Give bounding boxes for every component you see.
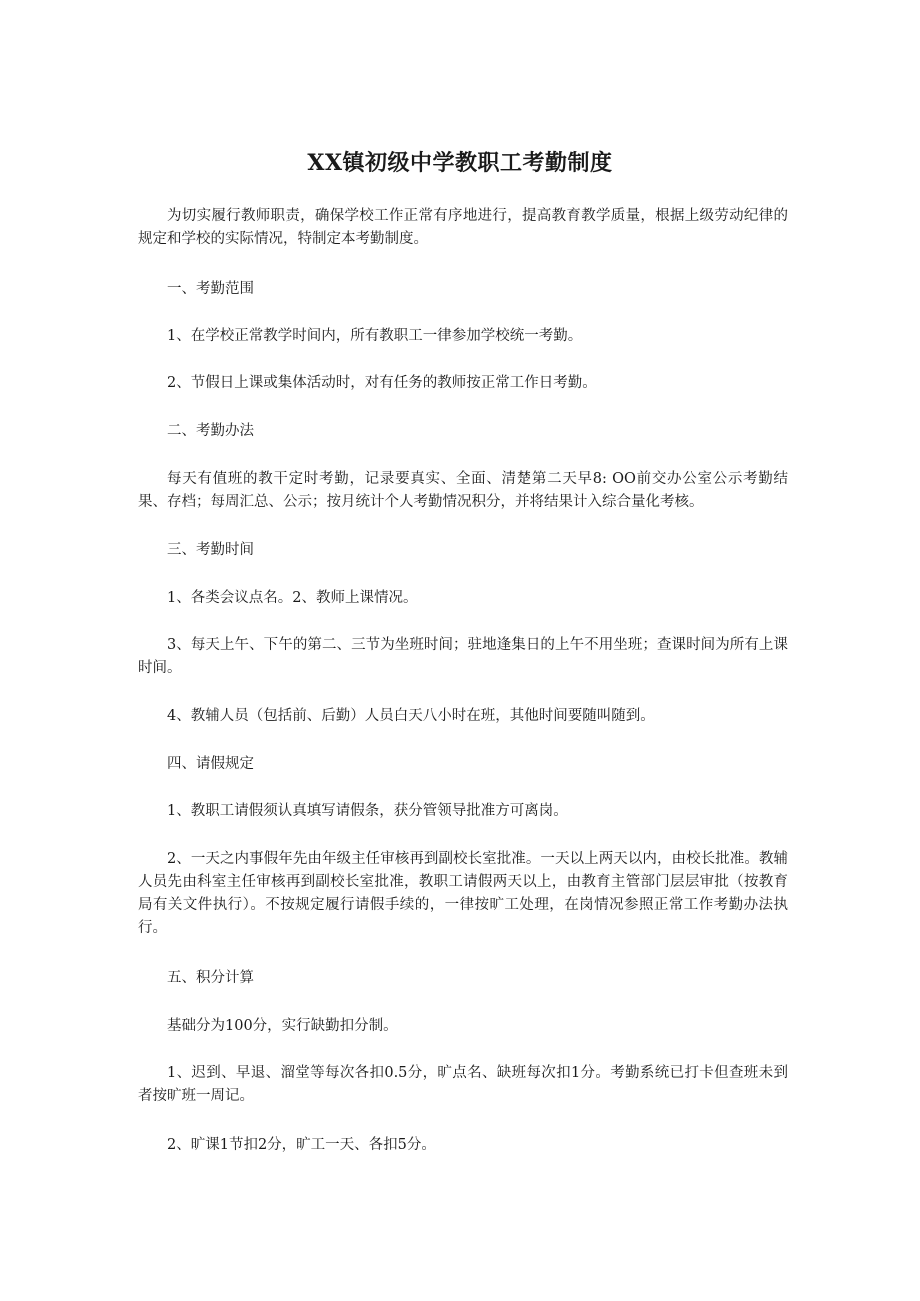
section-heading-scope: 一、考勤范围 bbox=[167, 281, 254, 297]
time-item-4: 4、教辅人员（包括前、后勤）人员白天八小时在班，其他时间要随叫随到。 bbox=[167, 708, 655, 724]
section-heading-points: 五、积分计算 bbox=[167, 970, 254, 986]
method-paragraph: 每天有值班的教干定时考勤，记录要真实、全面、清楚第二天早8: OO前交办公室公示考勤结果、存档；每周汇总、公示；按月统计个人考勤情况积分，并将结果计入综合量化考核。 bbox=[138, 471, 788, 510]
leave-item-1: 1、教职工请假须认真填写请假条，获分管领导批准方可离岗。 bbox=[167, 803, 568, 819]
section-heading-time: 三、考勤时间 bbox=[167, 542, 254, 558]
section-heading-leave: 四、请假规定 bbox=[167, 756, 254, 772]
time-item-3: 3、每天上午、下午的第二、三节为坐班时间；驻地逢集日的上午不用坐班；查课时间为所有上课时间。 bbox=[138, 637, 788, 676]
points-item-2: 2、旷课1节扣2分，旷工一天、各扣5分。 bbox=[167, 1137, 436, 1153]
time-item-1-2: 1、各类会议点名。2、教师上课情况。 bbox=[167, 590, 418, 606]
points-item-1: 1、迟到、早退、溜堂等每次各扣0.5分，旷点名、缺班每次扣1分。考勤系统已打卡但查班未到者按旷班一周记。 bbox=[138, 1065, 788, 1104]
intro-paragraph: 为切实履行教师职责，确保学校工作正常有序地进行，提高教育教学质量，根据上级劳动纪律的规定和学校的实际情况，特制定本考勤制度。 bbox=[138, 208, 788, 247]
scope-item-2: 2、节假日上课或集体活动时，对有任务的教师按正常工作日考勤。 bbox=[167, 375, 597, 391]
document-title: XX镇初级中学教职工考勤制度 bbox=[307, 150, 613, 176]
section-heading-method: 二、考勤办法 bbox=[167, 423, 254, 439]
leave-item-2: 2、一天之内事假年先由年级主任审核再到副校长室批准。一天以上两天以内，由校长批准。教辅人员先由科室主任审核再到副校长室批准，教职工请假两天以上，由教育主管部门层层审批（按教育局有关文件执行）。不按规定履行请假手续的，一律按旷工处理，在岗情况参照正常工作考勤办法执行。 bbox=[138, 851, 788, 936]
scope-item-1: 1、在学校正常教学时间内，所有教职工一律参加学校统一考勤。 bbox=[167, 328, 583, 344]
points-base: 基础分为100分，实行缺勤扣分制。 bbox=[167, 1018, 398, 1034]
